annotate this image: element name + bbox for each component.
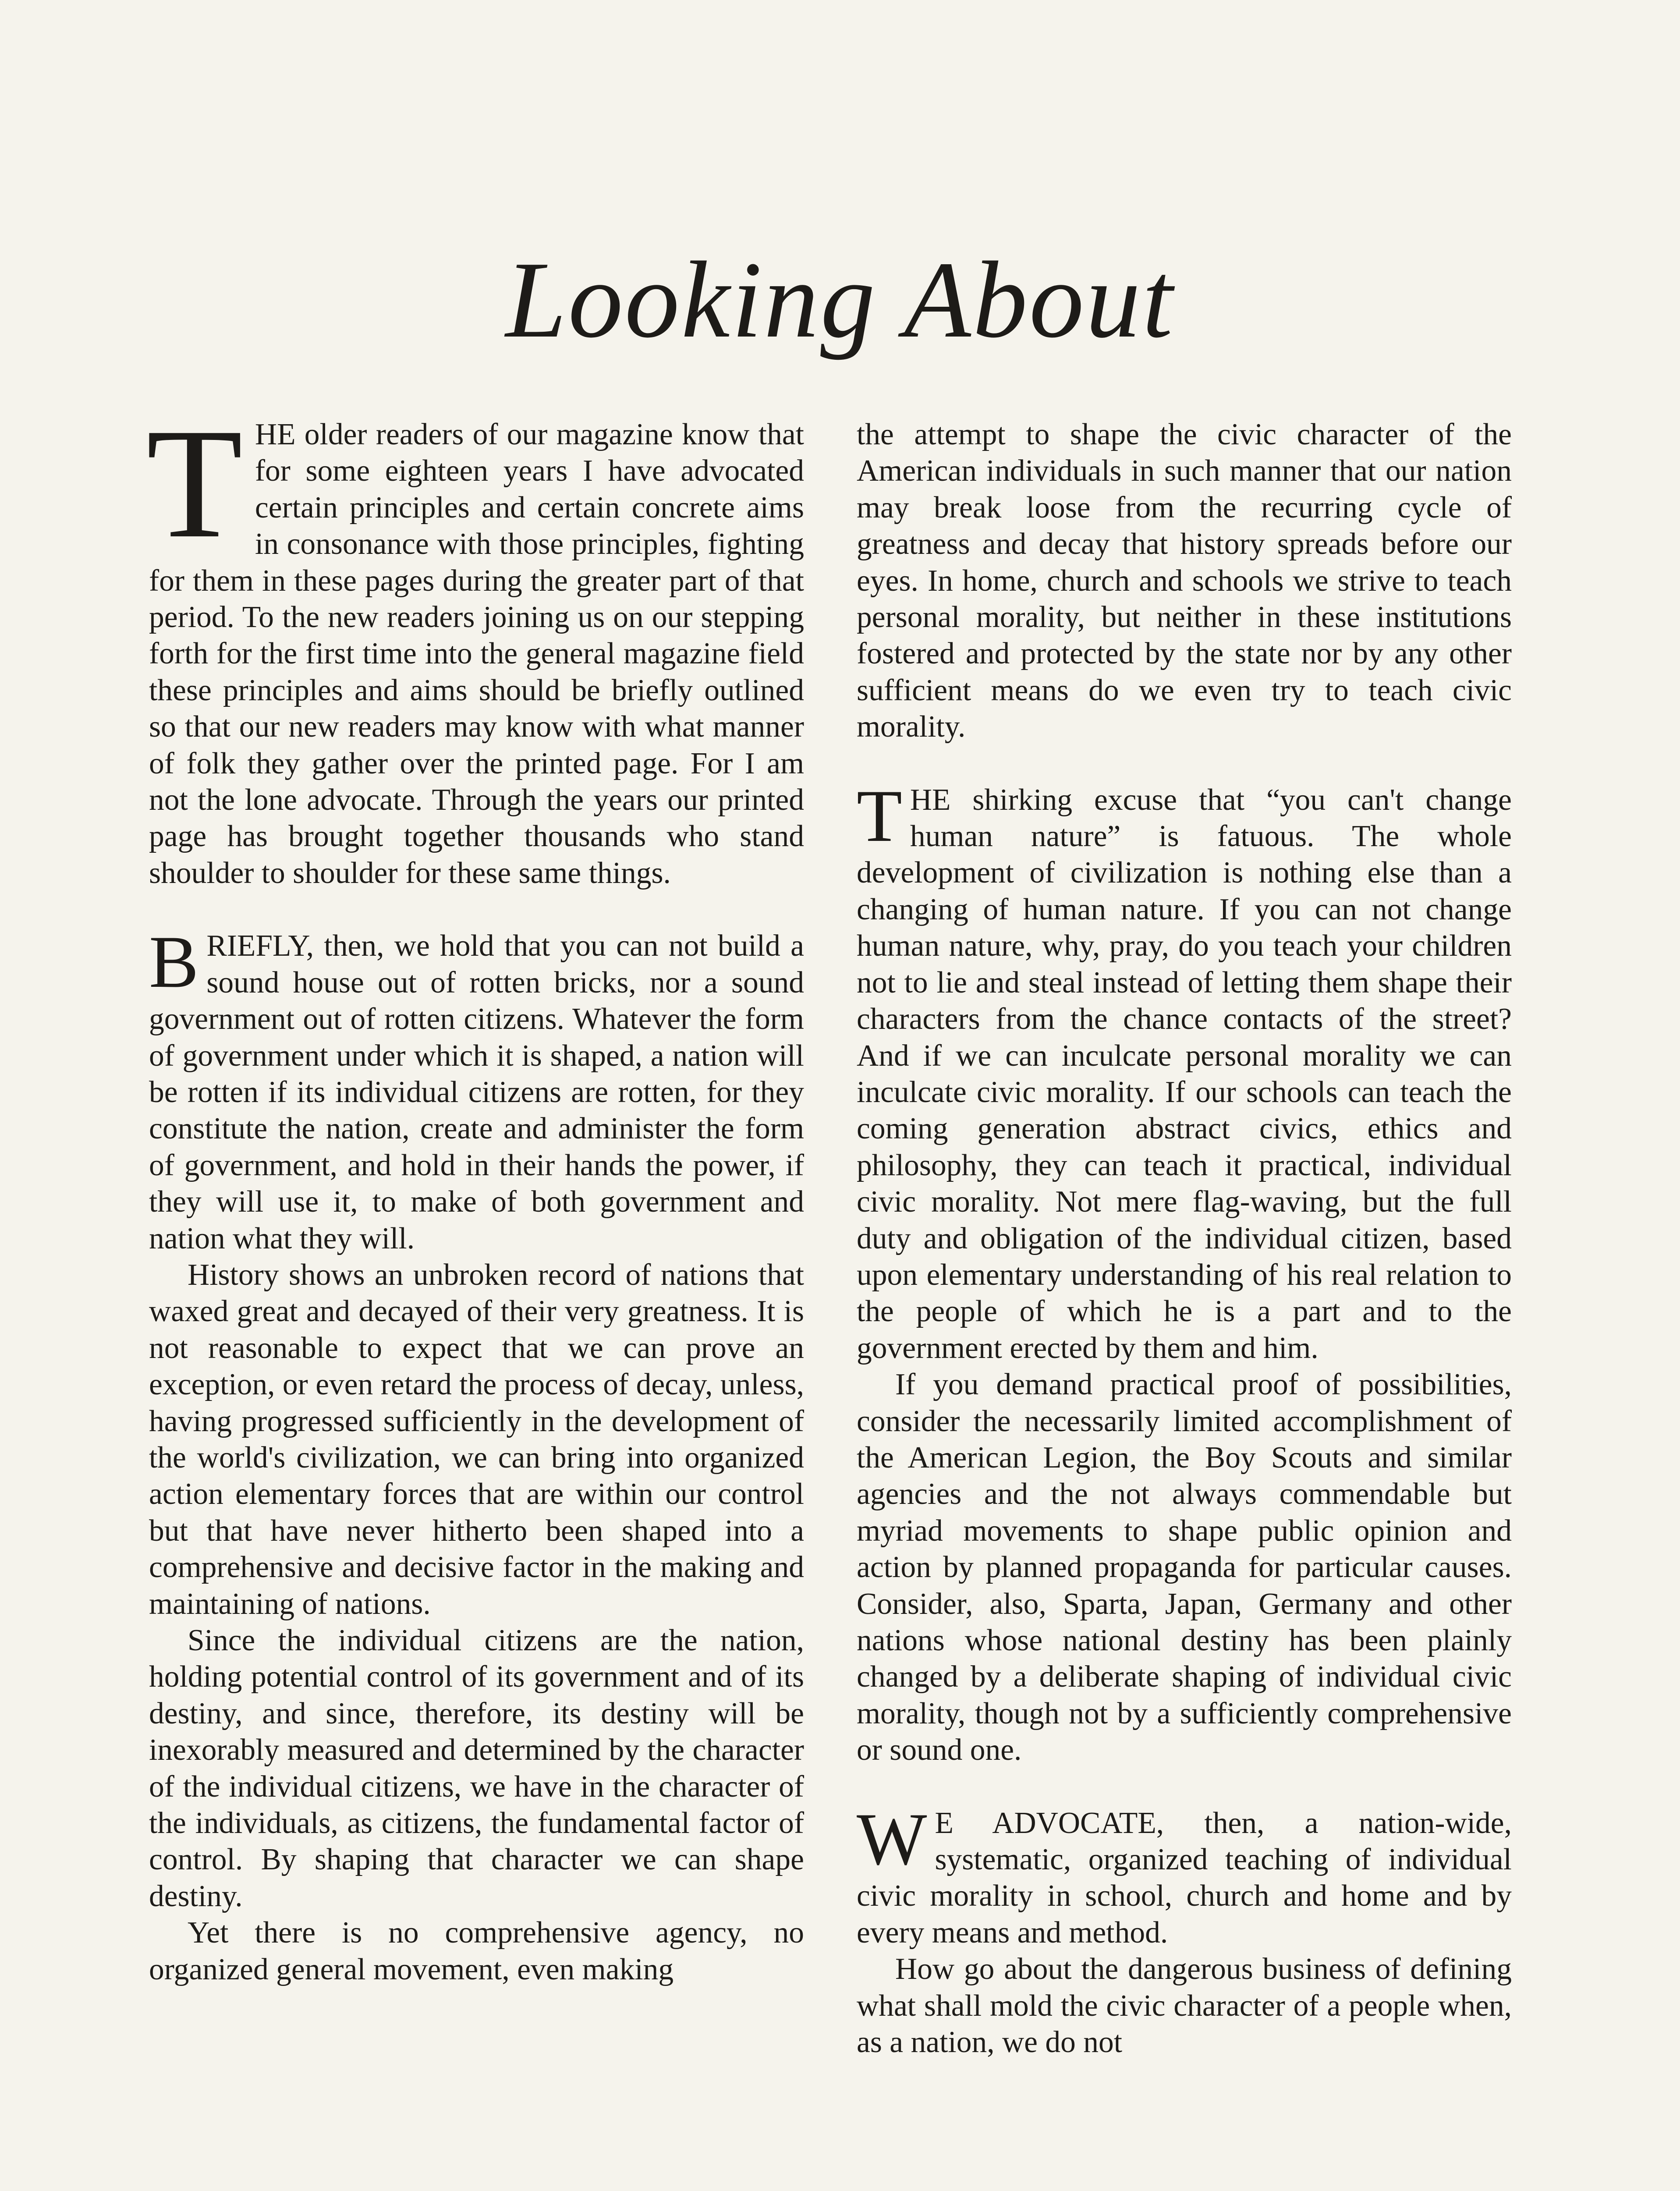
paragraph: Yet there is no comprehensive agency, no organized general movement, even making	[149, 1916, 804, 1986]
paragraph-text: HE shirking excuse that “you can't change human nature” is fatuous. The whole development of civilization is nothing else than a changing of human nature. If you can not change human nature, why, pray, do you teach your children not to lie and steal instead of letting them shape their characters from the chance contacts of the street? And if we can inculcate personal morality we can inculcate civic morality. If our schools can teach the coming generation abstract civics, ethics and philosophy, they can teach it practical, individual civic morality. Not mere flag-waving, but the full duty and obligation of the individual citizen, based upon elementary understanding of his real relation to the people of which he is a part and to the government erected by them and him.	[857, 783, 1512, 1365]
paragraph: Since the individual citizens are the nation, holding potential control of its government and of its destiny, and since, therefore, its destiny will be inexorably measured and determined by the character of the individual citizens, we have in the character of the individuals, as citizens, the fundamental factor of control. By shaping that character we can shape destiny.	[149, 1624, 804, 1913]
drop-cap: B	[149, 921, 199, 1003]
paragraph: If you demand practical proof of possibilities, consider the necessarily limited accomplishment of the American Legion, the Boy Scouts and similar agencies and the not always commendable but myriad movements to shape public opinion and action by planned propaganda for particular causes. Consider, also, Sparta, Japan, Germany and other nations whose national destiny has been plainly changed by a deliberate shaping of individual civic morality, though not by a sufficiently comprehensive or sound one.	[857, 1368, 1512, 1767]
paragraph-text: RIEFLY, then, we hold that you can not build a sound house out of rotten bricks, nor a sound government out of rotten citizens. Whatever the form of government under which it is shaped, a nation will be rotten if its individual citizens are rotten, for they constitute the nation, create and administer the form of government, and hold in their hands the power, if they will use it, to make of both government and nation what they will.	[149, 929, 804, 1255]
drop-cap: T	[857, 774, 902, 857]
drop-cap: W	[857, 1797, 927, 1880]
paragraph: How go about the dangerous business of defining what shall mold the civic character of a people when, as a nation, we do not	[857, 1952, 1512, 2060]
paragraph	[149, 921, 804, 1257]
drop-cap: T	[146, 396, 243, 571]
paragraph: the attempt to shape the civic character of the American individuals in such manner that our nation may break loose from the recurring cycle of greatness and decay that history spreads before our eyes. In home, church and schools we strive to teach personal morality, but neither in these institutions fostered and protected by the state nor by any other sufficient means do we even try to teach civic morality.	[857, 418, 1512, 744]
paragraph	[857, 1797, 1512, 1951]
left-column	[146, 396, 804, 1988]
paragraph-text: HE older readers of our magazine know that for some eighteen years I have advocated certain principles and certain concrete aims in consonance with those principles, fighting for them in these pages during the greater part of that period. To the new readers joining us on our stepping forth for the first time into the general magazine field these principles and aims should be briefly outlined so that our new readers may know with what manner of folk they gather over the printed page. For I am not the lone advocate. Through the years our printed page has brought together thousands who stand shoulder to shoulder for these same things.	[149, 418, 804, 890]
page-title: Looking About	[505, 239, 1175, 361]
paragraph	[857, 774, 1512, 1367]
paragraph-text: E ADVOCATE, then, a nation-wide, systematic, organized teaching of individual civic morality in school, church and home and by every means and method.	[857, 1806, 1512, 1950]
right-column	[857, 416, 1512, 2060]
paragraph: History shows an unbroken record of nations that waxed great and decayed of their very greatness. It is not reasonable to expect that we can prove an exception, or even retard the process of decay, unless, having progressed sufficiently in the development of the world's civilization, we can bring into organized action elementary forces that are within our control but that have never hitherto been shaped into a comprehensive and decisive factor in the making and maintaining of nations.	[149, 1258, 804, 1621]
paragraph	[146, 396, 804, 891]
